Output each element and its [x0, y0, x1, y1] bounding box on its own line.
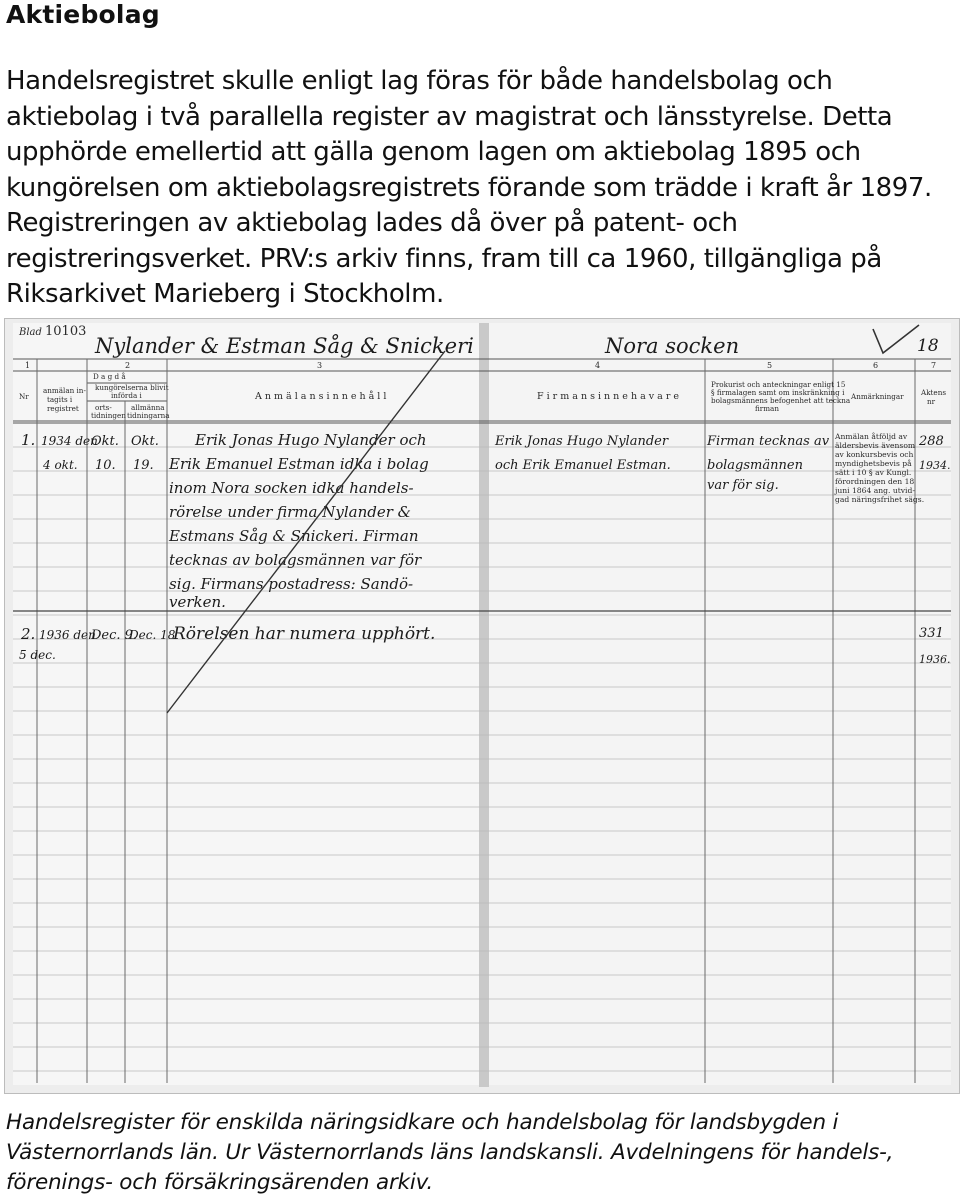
- svg-text:1.: 1.: [21, 431, 36, 449]
- svg-text:myndighetsbevis på: myndighetsbevis på: [835, 459, 912, 468]
- entry-1-remark: [834, 432, 924, 504]
- image-caption: Handelsregister för enskilda näringsidkare och handelsbolag för landsbygden i Västernorrlands län. Ur Västernorrlands läns landskansli. Avdelningens för handels-, förenings- och försäkringsärenden arkiv.: [6, 1110, 894, 1195]
- svg-text:1934 den: 1934 den: [41, 434, 98, 448]
- svg-text:firman: firman: [755, 404, 779, 413]
- svg-text:rörelse under firma Nylander &: rörelse under firma Nylander &: [169, 503, 412, 521]
- svg-text:19.: 19.: [133, 458, 154, 473]
- svg-text:1: 1: [25, 361, 31, 370]
- svg-text:§ firmalagen samt om inskränkn: § firmalagen samt om inskränkning i: [711, 388, 845, 397]
- svg-text:Anmälan åtföljd av: Anmälan åtföljd av: [835, 432, 908, 441]
- svg-text:förordningen den 18: förordningen den 18: [835, 477, 915, 486]
- svg-text:5: 5: [767, 361, 773, 370]
- svg-text:tecknas av bolagsmännen var fö: tecknas av bolagsmännen var för: [169, 551, 422, 569]
- svg-text:sätt i 10 § av Kungl.: sätt i 10 § av Kungl.: [835, 468, 912, 477]
- svg-text:Erik Emanuel Estman idka i bol: Erik Emanuel Estman idka i bolag: [169, 455, 429, 473]
- svg-text:införda i: införda i: [111, 391, 142, 400]
- svg-text:2: 2: [125, 361, 131, 370]
- svg-text:Okt.: Okt.: [91, 434, 119, 449]
- svg-text:288: 288: [919, 434, 944, 449]
- svg-text:allmänna: allmänna: [131, 403, 165, 412]
- svg-text:anmälan in-: anmälan in-: [43, 386, 86, 395]
- svg-text:inom Nora socken idka handels-: inom Nora socken idka handels-: [169, 479, 414, 497]
- svg-text:Aktens: Aktens: [921, 388, 947, 397]
- svg-text:2.: 2.: [21, 625, 36, 643]
- svg-text:6: 6: [873, 361, 879, 370]
- svg-text:1936.: 1936.: [919, 653, 951, 666]
- svg-text:Okt.: Okt.: [131, 434, 159, 449]
- svg-text:juni 1864 ang. utvid-: juni 1864 ang. utvid-: [835, 486, 915, 495]
- page-heading: Aktiebolag: [6, 0, 160, 29]
- svg-text:F i r m a n s i n n e h a v: F i r m a n s i n n e h a v a r e: [537, 391, 680, 402]
- svg-text:gad näringsfrihet sägs.: gad näringsfrihet sägs.: [835, 495, 925, 504]
- company-name: Nylander & Estman Såg & Snickeri: [95, 334, 474, 358]
- svg-text:tidningarna: tidningarna: [127, 411, 170, 420]
- svg-text:D a g d å: D a g d å: [93, 372, 126, 381]
- svg-text:tidningen: tidningen: [91, 411, 126, 420]
- svg-text:10.: 10.: [95, 458, 116, 473]
- svg-text:äldersbevis ävensom: äldersbevis ävensom: [835, 441, 916, 450]
- svg-text:1934.: 1934.: [919, 459, 951, 472]
- svg-text:Estmans Såg & Snickeri. Firman: Estmans Såg & Snickeri. Firman: [169, 527, 419, 545]
- svg-text:Anmärkningar: Anmärkningar: [851, 392, 904, 401]
- svg-text:Rörelsen har numera upphört.: Rörelsen har numera upphört.: [173, 624, 436, 644]
- svg-text:kungörelserna blivit: kungörelserna blivit: [95, 383, 169, 392]
- svg-text:331: 331: [919, 626, 944, 641]
- svg-text:1936 den: 1936 den: [39, 628, 96, 642]
- svg-text:Erik Jonas Hugo Nylander: Erik Jonas Hugo Nylander: [495, 434, 669, 449]
- ledger-drawing: [5, 319, 959, 1093]
- svg-text:sig. Firmans postadress: Sandö: sig. Firmans postadress: Sandö-: [169, 575, 414, 593]
- svg-text:verken.: verken.: [169, 593, 226, 611]
- ledger-scan: [4, 318, 960, 1094]
- svg-text:registret: registret: [47, 404, 79, 413]
- svg-text:Nr: Nr: [19, 392, 29, 401]
- parish-name: Nora socken: [605, 334, 740, 358]
- intro-paragraph: Handelsregistret skulle enligt lag föras för både handelsbolag och aktiebolag i två parallella register av magistrat och länsstyrelse. Detta upphörde emellertid att gälla genom lagen om aktiebolag 1895 och kungörelsen om aktiebolagsregistrets förande som trädde i kraft år 1897. Registreringen av aktiebolag lades då över på patent- och registreringsverket. PRV:s arkiv finns, fram till ca 1960, tillgängliga på Riksarkivet Marieberg i Stockholm.: [6, 66, 932, 309]
- blad-number: 10103: [45, 324, 87, 339]
- book-spine: [479, 323, 489, 1087]
- svg-text:Firman tecknas av: Firman tecknas av: [707, 434, 830, 449]
- svg-text:4: 4: [595, 361, 601, 370]
- svg-text:3: 3: [317, 361, 323, 370]
- svg-text:Dec. 9.: Dec. 9.: [91, 628, 138, 643]
- svg-text:A n m ä l a n s i n n e h å: A n m ä l a n s i n n e h å l l: [255, 391, 387, 402]
- svg-text:orts-: orts-: [95, 403, 112, 412]
- svg-text:nr: nr: [927, 397, 936, 406]
- svg-text:Dec. 18: Dec. 18: [129, 628, 176, 642]
- svg-text:av konkursbevis och: av konkursbevis och: [835, 450, 914, 459]
- svg-text:bolagsmännens befogenhet att t: bolagsmännens befogenhet att teckna: [711, 396, 851, 405]
- blad-label: Blad: [19, 327, 42, 338]
- svg-text:bolagsmännen: bolagsmännen: [707, 458, 803, 473]
- svg-text:Prokurist och anteckningar enl: Prokurist och anteckningar enligt 15: [711, 380, 846, 389]
- svg-text:5 dec.: 5 dec.: [19, 648, 56, 662]
- page-number: 18: [917, 336, 939, 356]
- svg-text:7: 7: [931, 361, 937, 370]
- svg-text:och Erik Emanuel Estman.: och Erik Emanuel Estman.: [495, 458, 671, 473]
- svg-text:Erik Jonas Hugo Nylander och: Erik Jonas Hugo Nylander och: [195, 431, 427, 449]
- svg-text:tagits i: tagits i: [47, 395, 73, 404]
- svg-text:4 okt.: 4 okt.: [43, 458, 78, 472]
- svg-text:var för sig.: var för sig.: [707, 478, 779, 493]
